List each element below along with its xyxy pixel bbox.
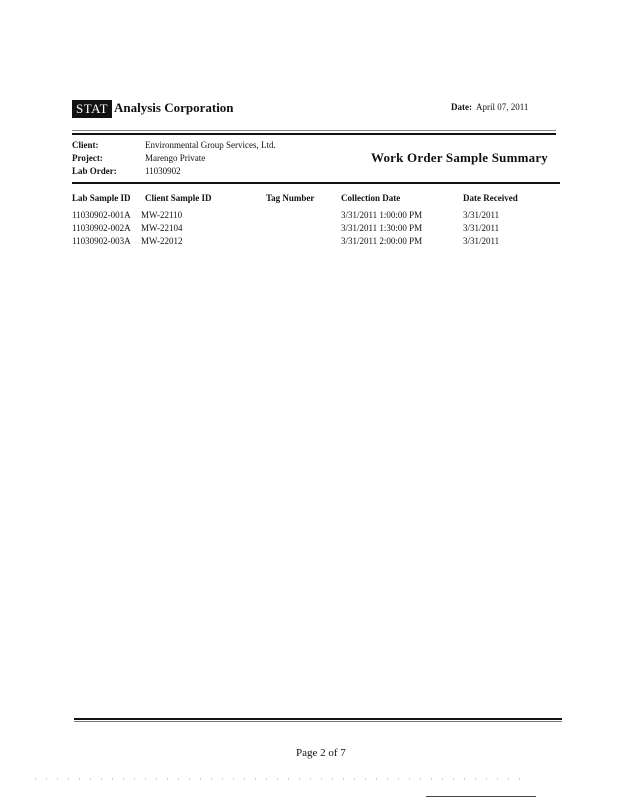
- project-value: Marengo Private: [145, 153, 206, 163]
- header-divider-thin: [72, 130, 556, 131]
- scan-artifact-line: [426, 796, 536, 797]
- scan-noise: [30, 774, 520, 784]
- client-sample-id-cell: MW-22110: [141, 210, 183, 220]
- client-sample-id-cell: MW-22104: [141, 223, 183, 233]
- lab-sample-id-cell: 11030902-003A: [72, 236, 131, 246]
- col-header-collection-date: Collection Date: [341, 193, 401, 203]
- project-label: Project:: [72, 153, 103, 163]
- lab-sample-id-cell: 11030902-002A: [72, 223, 131, 233]
- report-date: [451, 101, 528, 113]
- company-logo: STAT: [72, 100, 112, 118]
- lab-sample-id-cell: 11030902-001A: [72, 210, 131, 220]
- date-label: Date:: [451, 102, 472, 112]
- col-header-lab-sample-id: Lab Sample ID: [72, 193, 131, 203]
- client-sample-id-cell: MW-22012: [141, 236, 183, 246]
- footer-divider: [74, 718, 562, 720]
- header-divider: [72, 133, 556, 135]
- report-title: Work Order Sample Summary: [371, 150, 549, 165]
- col-header-date-received: Date Received: [463, 193, 518, 203]
- collection-date-cell: 3/31/2011 1:00:00 PM: [341, 210, 423, 220]
- company-name: Analysis Corporation: [114, 100, 234, 115]
- client-value: Environmental Group Services, Ltd.: [145, 140, 276, 150]
- footer-divider-thin: [74, 721, 562, 722]
- collection-date-cell: 3/31/2011 1:30:00 PM: [341, 223, 423, 233]
- date-received-cell: 3/31/2011: [463, 236, 500, 246]
- date-received-cell: 3/31/2011: [463, 210, 500, 220]
- date-received-cell: 3/31/2011: [463, 223, 500, 233]
- lab-order-value: 11030902: [145, 166, 181, 176]
- lab-order-label: Lab Order:: [72, 166, 117, 176]
- date-value: April 07, 2011: [476, 102, 529, 112]
- col-header-tag-number: Tag Number: [266, 193, 315, 203]
- col-header-client-sample-id: Client Sample ID: [145, 193, 212, 203]
- info-divider: [72, 182, 560, 184]
- collection-date-cell: 3/31/2011 2:00:00 PM: [341, 236, 423, 246]
- client-label: Client:: [72, 140, 99, 150]
- page-number: Page 2 of 7: [296, 747, 346, 759]
